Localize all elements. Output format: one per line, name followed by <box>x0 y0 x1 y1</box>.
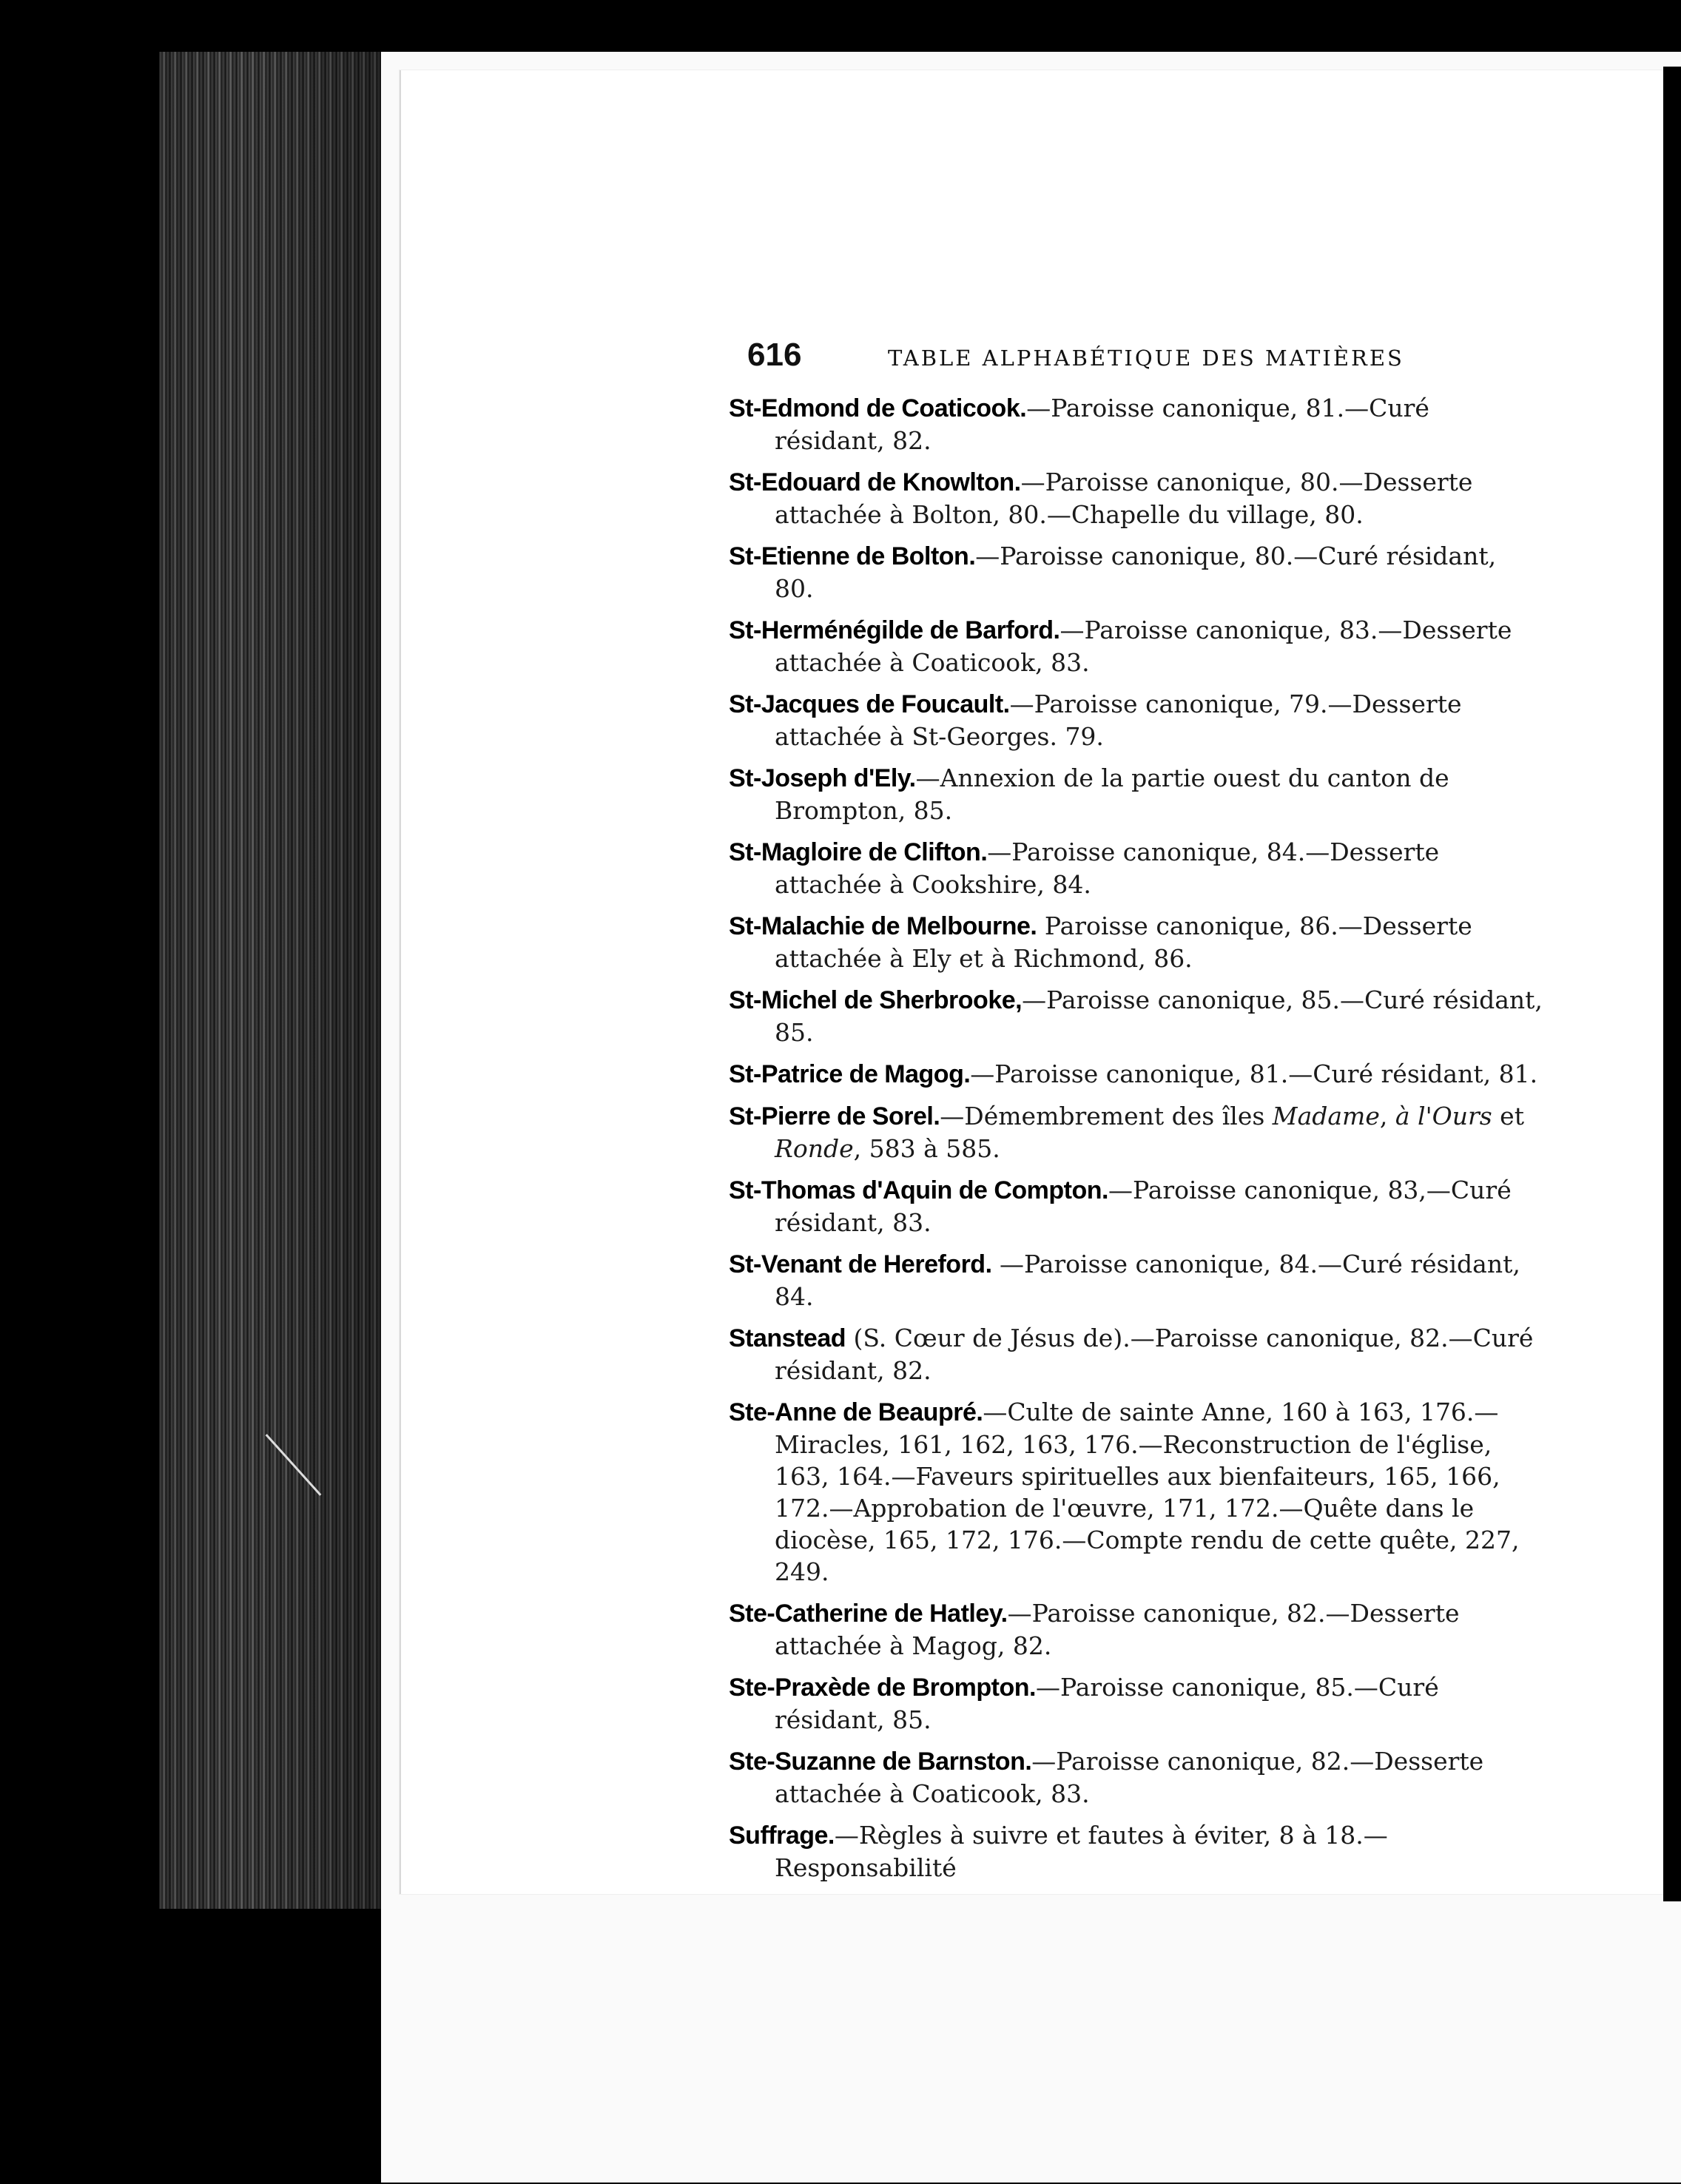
entry-text: —Paroisse canonique, 84.—Desserte attachée à Cookshire, 84. <box>775 837 1440 899</box>
index-entry <box>729 1396 1543 1588</box>
page-header <box>747 337 1554 381</box>
entry-heading: Stanstead <box>729 1324 846 1352</box>
entry-text: —Culte de sainte Anne, 160 à 163, 176.—Miracles, 161, 162, 163, 176.—Reconstruction de l'église, 163, 164.—Faveurs spirituelles aux bienfaiteurs, 165, 166, 172.—Approbation de l'œuvre, 171, 172.—Quête dans le diocèse, 165, 172, 176.—Compte rendu de cette quête, 227, 249. <box>775 1398 1520 1586</box>
entry-text: —Paroisse canonique, 79.—Desserte attachée à St-Georges. 79. <box>775 690 1462 751</box>
entry-heading: Suffrage. <box>729 1821 835 1850</box>
index-entry <box>729 1671 1543 1736</box>
index-entry <box>729 392 1543 456</box>
index-entry <box>729 1248 1543 1312</box>
index-entry <box>729 1597 1543 1662</box>
index-entry <box>729 688 1543 752</box>
entry-text: —Démembrement des îles <box>940 1102 1273 1130</box>
entry-text: —Paroisse canonique, 81.—Curé résidant, 82. <box>775 394 1429 455</box>
entry-heading: St-Venant de Hereford. <box>729 1250 992 1278</box>
entry-heading: St-Pierre de Sorel. <box>729 1102 940 1130</box>
entry-italic-text: à l'Ours <box>1395 1102 1492 1130</box>
entry-text: (S. Cœur de Jésus de).—Paroisse canonique, 82.—Curé résidant, 82. <box>775 1324 1534 1385</box>
entry-italic-text: Madame <box>1272 1102 1380 1130</box>
running-title: TABLE ALPHABÉTIQUE DES MATIÈRES <box>888 346 1404 371</box>
entry-text: , <box>1379 1102 1395 1130</box>
index-entry <box>729 1322 1543 1386</box>
entry-text: —Paroisse canonique, 85.—Curé résidant, 85. <box>775 985 1543 1047</box>
index-entry <box>729 1100 1543 1165</box>
index-entry <box>729 1745 1543 1810</box>
index-entry <box>729 910 1543 974</box>
entry-text: —Paroisse canonique, 82.—Desserte attachée à Magog, 82. <box>775 1599 1460 1660</box>
index-entry <box>729 1174 1543 1238</box>
entry-text: —Paroisse canonique, 81.—Curé résidant, 81. <box>970 1059 1538 1088</box>
entry-text: —Règles à suivre et fautes à éviter, 8 à 18.—Responsabilité <box>775 1821 1388 1882</box>
entry-text: Paroisse canonique, 86.—Desserte attachée à Ely et à Richmond, 86. <box>775 911 1472 973</box>
index-entry <box>729 1058 1543 1091</box>
index-entry <box>729 614 1543 678</box>
book-spine-edge <box>159 52 381 1909</box>
entry-heading: St-Patrice de Magog. <box>729 1060 971 1088</box>
entry-heading: St-Joseph d'Ely. <box>729 764 916 792</box>
scan-right-border <box>1663 67 1681 1901</box>
entry-text: —Annexion de la partie ouest du canton de Brompton, 85. <box>775 764 1449 825</box>
entry-heading: St-Malachie de Melbourne. <box>729 912 1037 940</box>
entry-heading: St-Etienne de Bolton. <box>729 542 976 570</box>
index-entry <box>729 762 1543 826</box>
entry-heading: St-Jacques de Foucault. <box>729 690 1010 718</box>
entry-heading: St-Thomas d'Aquin de Compton. <box>729 1176 1108 1204</box>
entry-heading: Ste-Anne de Beaupré. <box>729 1398 983 1426</box>
entry-text: —Paroisse canonique, 83,—Curé résidant, 83. <box>775 1176 1512 1237</box>
index-entry <box>729 466 1543 530</box>
entry-heading: St-Edmond de Coaticook. <box>729 394 1027 422</box>
index-entries <box>729 392 1543 1893</box>
entry-heading: Ste-Catherine de Hatley. <box>729 1600 1008 1628</box>
entry-text: et <box>1492 1102 1524 1130</box>
entry-heading: St-Magloire de Clifton. <box>729 838 988 866</box>
entry-text: —Paroisse canonique, 80.—Desserte attachée à Bolton, 80.—Chapelle du village, 80. <box>775 468 1473 529</box>
entry-heading: St-Herménégilde de Barford. <box>729 616 1060 644</box>
entry-text: , 583 à 585. <box>853 1134 1000 1163</box>
index-entry <box>729 540 1543 604</box>
entry-text: —Paroisse canonique, 80.—Curé résidant, 80. <box>775 542 1497 603</box>
entry-heading: Ste-Suzanne de Barnston. <box>729 1747 1032 1776</box>
entry-text: —Paroisse canonique, 84.—Curé résidant, 84. <box>775 1250 1520 1311</box>
entry-italic-text: Ronde <box>775 1134 854 1163</box>
entry-heading: St-Michel de Sherbrooke, <box>729 986 1023 1014</box>
page-number: 616 <box>747 337 802 373</box>
entry-heading: Ste-Praxède de Brompton. <box>729 1674 1036 1702</box>
index-entry <box>729 984 1543 1048</box>
index-entry <box>729 1819 1543 1884</box>
entry-text: —Paroisse canonique, 82.—Desserte attachée à Coaticook, 83. <box>775 1747 1484 1808</box>
index-entry <box>729 836 1543 900</box>
entry-text: —Paroisse canonique, 85.—Curé résidant, 85. <box>775 1673 1439 1734</box>
entry-heading: St-Edouard de Knowlton. <box>729 468 1021 496</box>
entry-text: —Paroisse canonique, 83.—Desserte attachée à Coaticook, 83. <box>775 616 1512 677</box>
